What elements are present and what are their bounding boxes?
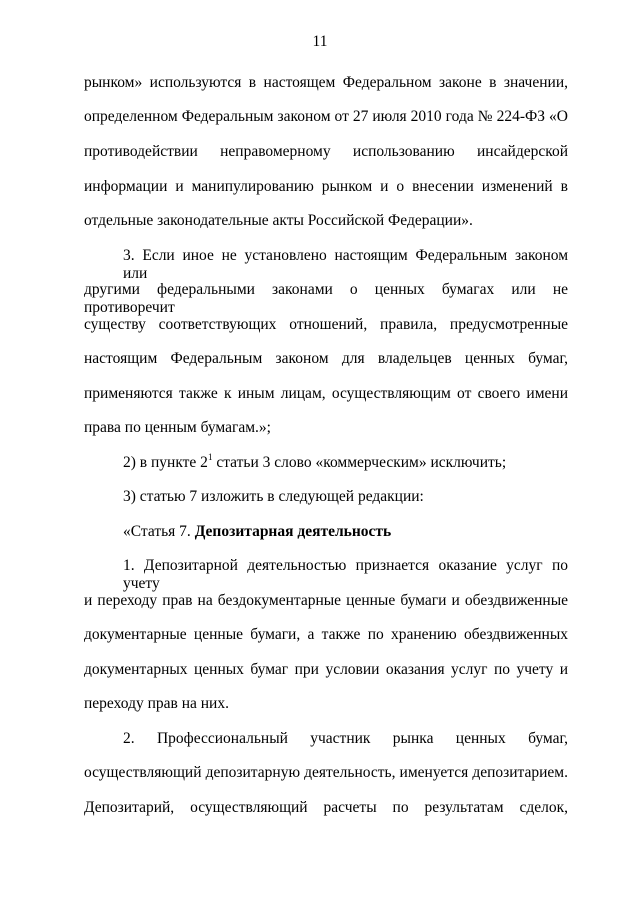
text-line: отдельные законодательные акты Российской Федерации».: [84, 212, 473, 229]
text-line: другими федеральными законами о ценных бумагах или не противоречит: [84, 281, 568, 316]
text-line: 3) статью 7 изложить в следующей редакции:: [123, 488, 424, 505]
text-span: 2) в пункте 2: [123, 454, 208, 471]
text-line: определенном Федеральным законом от 27 июля 2010 года № 224-ФЗ «О: [84, 108, 568, 125]
superscript: 1: [207, 452, 213, 462]
text-span: статьи 3 слово «коммерческим» исключить;: [212, 454, 507, 471]
text-line: осуществляющий депозитарную деятельность, именуется депозитарием.: [84, 764, 568, 781]
text-line: и переходу прав на бездокументарные ценные бумаги и обездвиженные: [84, 592, 568, 609]
text-line: Депозитарий, осуществляющий расчеты по результатам сделок,: [84, 799, 568, 816]
page-number: 11: [312, 33, 328, 50]
text-line: 2. Профессиональный участник рынка ценных бумаг,: [123, 730, 568, 747]
text-line: рынком» используются в настоящем Федеральном законе в значении,: [84, 74, 568, 91]
text-line: права по ценным бумагам.»;: [84, 419, 271, 436]
text-line: информации и манипулированию рынком и о внесении изменений в: [84, 178, 568, 195]
text-line: существу соответствующих отношений, правила, предусмотренные: [84, 316, 568, 333]
text-line: переходу прав на них.: [84, 695, 229, 712]
article-title: Депозитарная деятельность: [194, 523, 392, 540]
text-line: документарные ценные бумаги, а также по хранению обездвиженных: [84, 626, 568, 643]
text-line: 3. Если иное не установлено настоящим Федеральным законом или: [123, 247, 568, 282]
text-line: 1. Депозитарной деятельностью признается оказание услуг по учету: [123, 557, 568, 592]
text-line: настоящим Федеральным законом для владельцев ценных бумаг,: [84, 350, 568, 367]
text-line: противодействии неправомерному использованию инсайдерской: [84, 143, 568, 160]
article-heading: [123, 523, 568, 541]
text-line: применяются также к иным лицам, осуществляющим от своего имени: [84, 385, 568, 402]
text-line: [123, 454, 568, 472]
text-line: документарных ценных бумаг при условии оказания услуг по учету и: [84, 661, 568, 678]
text-span: «Статья 7.: [123, 523, 195, 540]
